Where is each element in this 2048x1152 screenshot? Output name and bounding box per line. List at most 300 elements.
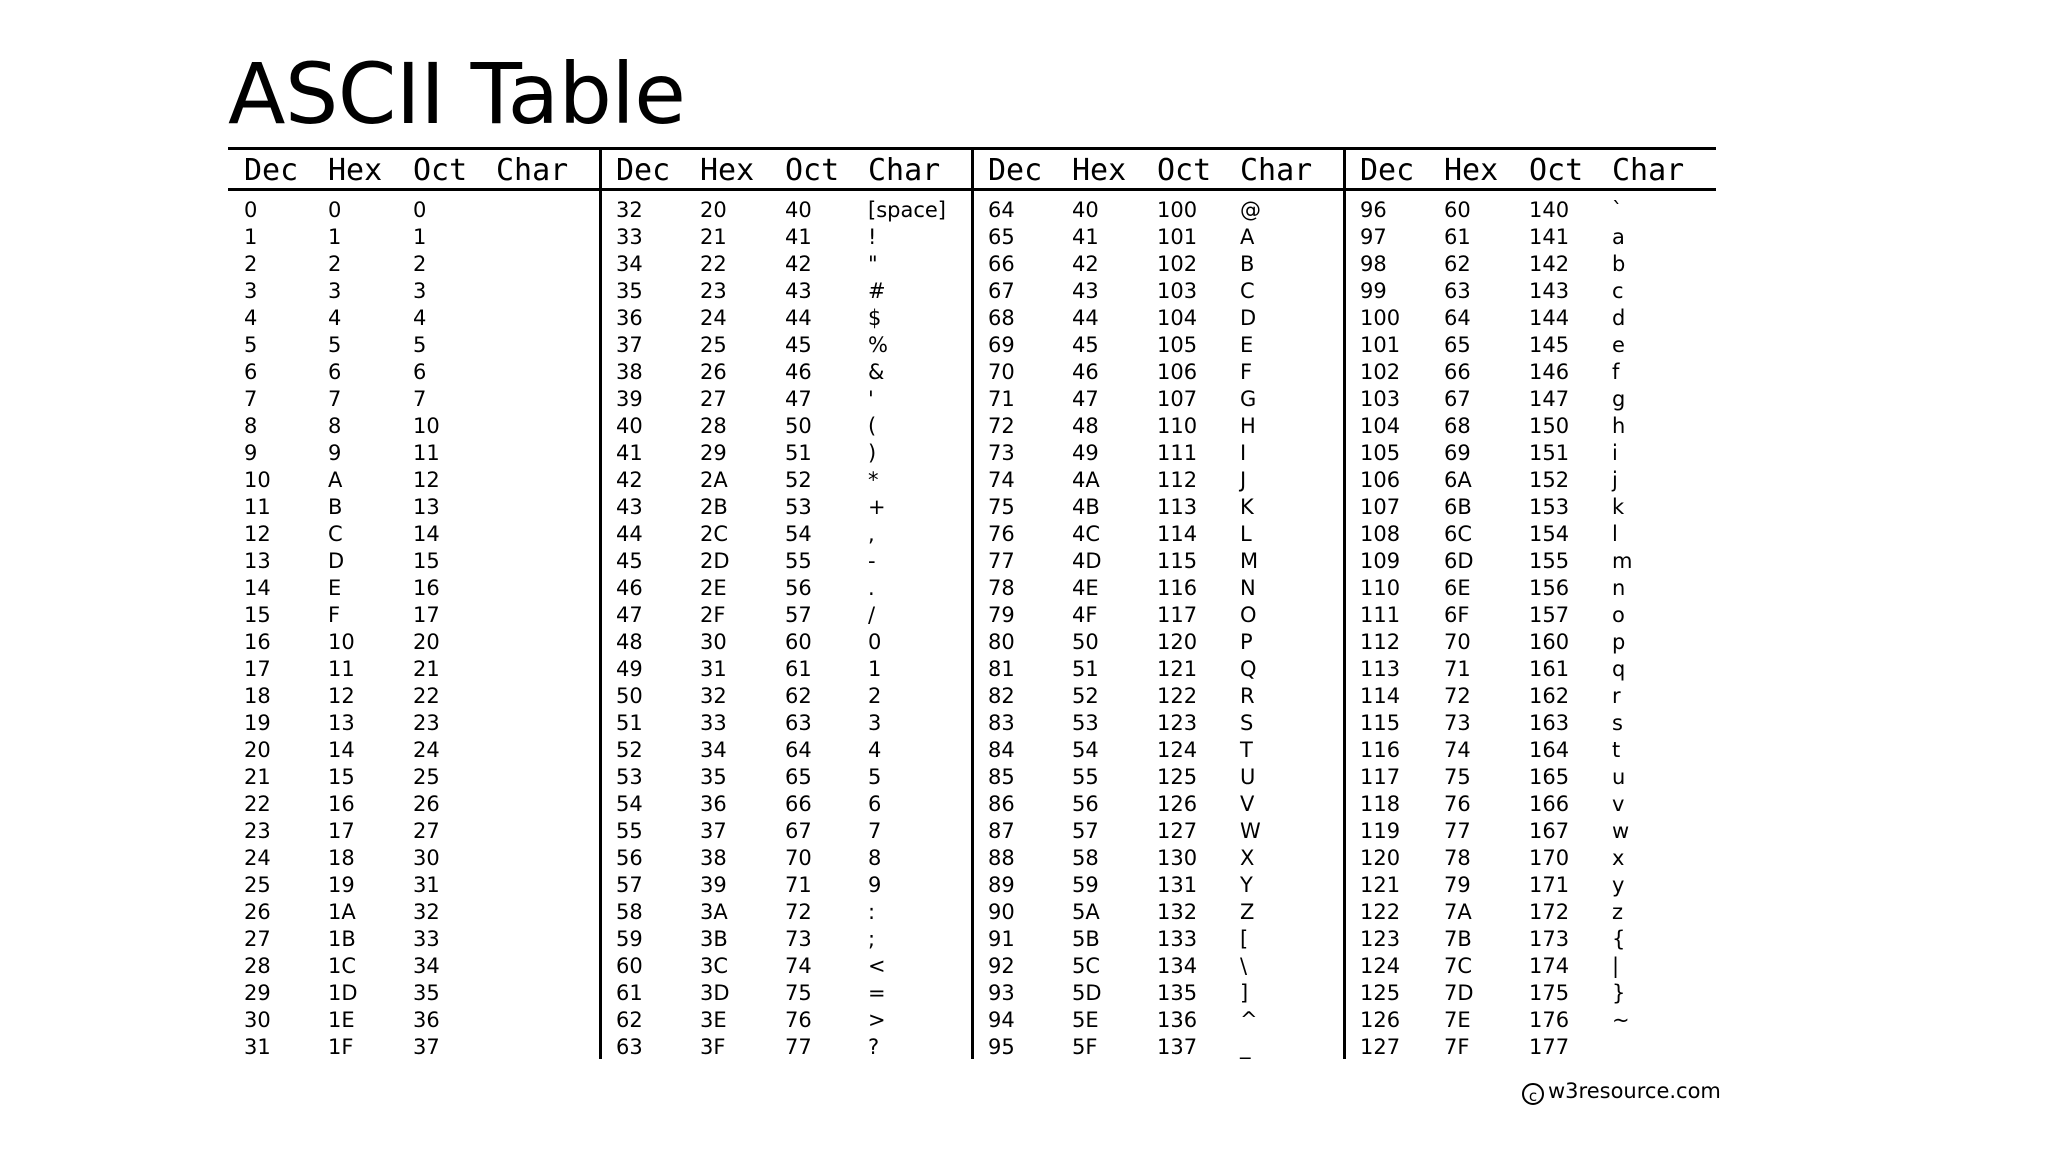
header-dec: Dec bbox=[1360, 153, 1415, 188]
cell-dec: 37 bbox=[616, 333, 643, 357]
header-hex: Hex bbox=[328, 153, 383, 188]
cell-hex: 3B bbox=[700, 927, 728, 951]
cell-oct: 101 bbox=[1157, 225, 1198, 249]
cell-dec: 14 bbox=[244, 576, 271, 600]
footer-text: w3resource.com bbox=[1548, 1079, 1721, 1103]
cell-char: 6 bbox=[868, 792, 882, 816]
cell-hex: 4E bbox=[1072, 576, 1099, 600]
cell-char: j bbox=[1612, 468, 1618, 492]
cell-char: t bbox=[1612, 738, 1621, 762]
cell-dec: 63 bbox=[616, 1035, 643, 1059]
cell-oct: 71 bbox=[785, 873, 812, 897]
cell-char: x bbox=[1612, 846, 1625, 870]
cell-oct: 127 bbox=[1157, 819, 1198, 843]
header-oct: Oct bbox=[1157, 153, 1212, 188]
cell-oct: 70 bbox=[785, 846, 812, 870]
cell-oct: 41 bbox=[785, 225, 812, 249]
cell-dec: 19 bbox=[244, 711, 271, 735]
cell-oct: 142 bbox=[1529, 252, 1570, 276]
cell-dec: 125 bbox=[1360, 981, 1401, 1005]
cell-hex: 7D bbox=[1444, 981, 1474, 1005]
cell-dec: 9 bbox=[244, 441, 258, 465]
cell-dec: 47 bbox=[616, 603, 643, 627]
cell-char: M bbox=[1240, 549, 1259, 573]
cell-dec: 33 bbox=[616, 225, 643, 249]
header-oct: Oct bbox=[413, 153, 468, 188]
cell-dec: 39 bbox=[616, 387, 643, 411]
cell-hex: 38 bbox=[700, 846, 727, 870]
cell-hex: 79 bbox=[1444, 873, 1471, 897]
cell-char: ( bbox=[868, 414, 877, 438]
cell-dec: 12 bbox=[244, 522, 271, 546]
cell-char: S bbox=[1240, 711, 1254, 735]
cell-dec: 95 bbox=[988, 1035, 1015, 1059]
cell-oct: 4 bbox=[413, 306, 427, 330]
cell-dec: 100 bbox=[1360, 306, 1401, 330]
cell-oct: 166 bbox=[1529, 792, 1570, 816]
cell-dec: 96 bbox=[1360, 198, 1387, 222]
cell-char: + bbox=[868, 495, 886, 519]
copyright-icon: c bbox=[1522, 1083, 1544, 1105]
cell-hex: 57 bbox=[1072, 819, 1099, 843]
cell-char: b bbox=[1612, 252, 1626, 276]
cell-oct: 106 bbox=[1157, 360, 1198, 384]
cell-oct: 122 bbox=[1157, 684, 1198, 708]
cell-hex: 1D bbox=[328, 981, 358, 1005]
cell-dec: 78 bbox=[988, 576, 1015, 600]
cell-dec: 56 bbox=[616, 846, 643, 870]
cell-hex: 2B bbox=[700, 495, 728, 519]
cell-hex: 32 bbox=[700, 684, 727, 708]
cell-hex: 6C bbox=[1444, 522, 1473, 546]
ascii-table bbox=[228, 147, 1716, 1057]
cell-oct: 16 bbox=[413, 576, 440, 600]
cell-dec: 75 bbox=[988, 495, 1015, 519]
cell-dec: 107 bbox=[1360, 495, 1401, 519]
cell-oct: 73 bbox=[785, 927, 812, 951]
cell-hex: 71 bbox=[1444, 657, 1471, 681]
cell-oct: 160 bbox=[1529, 630, 1570, 654]
cell-oct: 63 bbox=[785, 711, 812, 735]
cell-hex: 54 bbox=[1072, 738, 1099, 762]
cell-char: @ bbox=[1240, 198, 1261, 222]
cell-dec: 34 bbox=[616, 252, 643, 276]
cell-char: N bbox=[1240, 576, 1256, 600]
cell-char: 2 bbox=[868, 684, 882, 708]
cell-hex: 7C bbox=[1444, 954, 1473, 978]
cell-dec: 113 bbox=[1360, 657, 1401, 681]
cell-oct: 121 bbox=[1157, 657, 1198, 681]
cell-char: | bbox=[1612, 954, 1620, 978]
cell-oct: 44 bbox=[785, 306, 812, 330]
cell-char: e bbox=[1612, 333, 1625, 357]
cell-dec: 94 bbox=[988, 1008, 1015, 1032]
cell-oct: 47 bbox=[785, 387, 812, 411]
cell-hex: 55 bbox=[1072, 765, 1099, 789]
cell-char: " bbox=[868, 252, 878, 276]
cell-oct: 100 bbox=[1157, 198, 1198, 222]
cell-char: . bbox=[868, 576, 875, 600]
cell-dec: 86 bbox=[988, 792, 1015, 816]
cell-char: ^ bbox=[1240, 1008, 1258, 1032]
cell-hex: 4A bbox=[1072, 468, 1100, 492]
cell-oct: 57 bbox=[785, 603, 812, 627]
cell-char: ; bbox=[868, 927, 876, 951]
cell-hex: 27 bbox=[700, 387, 727, 411]
cell-dec: 70 bbox=[988, 360, 1015, 384]
cell-dec: 55 bbox=[616, 819, 643, 843]
cell-char: : bbox=[868, 900, 876, 924]
cell-oct: 144 bbox=[1529, 306, 1570, 330]
cell-hex: 46 bbox=[1072, 360, 1099, 384]
cell-char: , bbox=[868, 522, 875, 546]
cell-dec: 112 bbox=[1360, 630, 1401, 654]
cell-oct: 154 bbox=[1529, 522, 1570, 546]
cell-char: o bbox=[1612, 603, 1625, 627]
cell-hex: 75 bbox=[1444, 765, 1471, 789]
cell-dec: 60 bbox=[616, 954, 643, 978]
cell-dec: 15 bbox=[244, 603, 271, 627]
cell-dec: 20 bbox=[244, 738, 271, 762]
cell-hex: 1F bbox=[328, 1035, 354, 1059]
cell-dec: 59 bbox=[616, 927, 643, 951]
cell-hex: 7E bbox=[1444, 1008, 1471, 1032]
cell-dec: 45 bbox=[616, 549, 643, 573]
cell-hex: 25 bbox=[700, 333, 727, 357]
cell-oct: 176 bbox=[1529, 1008, 1570, 1032]
cell-oct: 162 bbox=[1529, 684, 1570, 708]
column-separator bbox=[971, 147, 974, 1059]
cell-hex: 34 bbox=[700, 738, 727, 762]
cell-char: z bbox=[1612, 900, 1624, 924]
cell-oct: 104 bbox=[1157, 306, 1198, 330]
cell-hex: 6F bbox=[1444, 603, 1470, 627]
cell-hex: 5E bbox=[1072, 1008, 1099, 1032]
cell-dec: 98 bbox=[1360, 252, 1387, 276]
cell-oct: 133 bbox=[1157, 927, 1198, 951]
cell-dec: 27 bbox=[244, 927, 271, 951]
cell-hex: 39 bbox=[700, 873, 727, 897]
cell-hex: 17 bbox=[328, 819, 355, 843]
cell-oct: 140 bbox=[1529, 198, 1570, 222]
cell-dec: 6 bbox=[244, 360, 258, 384]
cell-oct: 35 bbox=[413, 981, 440, 1005]
cell-hex: 11 bbox=[328, 657, 355, 681]
cell-oct: 74 bbox=[785, 954, 812, 978]
cell-hex: 35 bbox=[700, 765, 727, 789]
cell-dec: 71 bbox=[988, 387, 1015, 411]
cell-hex: 66 bbox=[1444, 360, 1471, 384]
cell-char: s bbox=[1612, 711, 1623, 735]
cell-dec: 36 bbox=[616, 306, 643, 330]
cell-hex: 48 bbox=[1072, 414, 1099, 438]
cell-hex: 50 bbox=[1072, 630, 1099, 654]
cell-dec: 77 bbox=[988, 549, 1015, 573]
cell-hex: 4F bbox=[1072, 603, 1098, 627]
cell-oct: 116 bbox=[1157, 576, 1198, 600]
cell-dec: 8 bbox=[244, 414, 258, 438]
cell-oct: 164 bbox=[1529, 738, 1570, 762]
cell-char: l bbox=[1612, 522, 1618, 546]
cell-hex: 19 bbox=[328, 873, 355, 897]
cell-hex: 6E bbox=[1444, 576, 1471, 600]
cell-oct: 52 bbox=[785, 468, 812, 492]
cell-oct: 114 bbox=[1157, 522, 1198, 546]
cell-dec: 109 bbox=[1360, 549, 1401, 573]
header-hex: Hex bbox=[1444, 153, 1499, 188]
cell-hex: C bbox=[328, 522, 343, 546]
column-separator bbox=[1343, 147, 1346, 1059]
cell-oct: 103 bbox=[1157, 279, 1198, 303]
cell-oct: 12 bbox=[413, 468, 440, 492]
cell-dec: 52 bbox=[616, 738, 643, 762]
cell-char: r bbox=[1612, 684, 1621, 708]
cell-hex: 47 bbox=[1072, 387, 1099, 411]
cell-dec: 97 bbox=[1360, 225, 1387, 249]
cell-dec: 72 bbox=[988, 414, 1015, 438]
cell-oct: 75 bbox=[785, 981, 812, 1005]
cell-char: Q bbox=[1240, 657, 1257, 681]
header-char: Char bbox=[868, 153, 941, 188]
cell-char: = bbox=[868, 981, 886, 1005]
cell-oct: 151 bbox=[1529, 441, 1570, 465]
cell-oct: 27 bbox=[413, 819, 440, 843]
cell-dec: 79 bbox=[988, 603, 1015, 627]
cell-char: % bbox=[868, 333, 888, 357]
cell-dec: 5 bbox=[244, 333, 258, 357]
cell-oct: 34 bbox=[413, 954, 440, 978]
cell-char: n bbox=[1612, 576, 1626, 600]
cell-char: H bbox=[1240, 414, 1256, 438]
cell-hex: 69 bbox=[1444, 441, 1471, 465]
cell-oct: 136 bbox=[1157, 1008, 1198, 1032]
cell-oct: 124 bbox=[1157, 738, 1198, 762]
header-dec: Dec bbox=[988, 153, 1043, 188]
cell-dec: 102 bbox=[1360, 360, 1401, 384]
cell-dec: 124 bbox=[1360, 954, 1401, 978]
cell-dec: 85 bbox=[988, 765, 1015, 789]
cell-dec: 99 bbox=[1360, 279, 1387, 303]
cell-dec: 64 bbox=[988, 198, 1015, 222]
cell-char: [ bbox=[1240, 927, 1249, 951]
cell-oct: 17 bbox=[413, 603, 440, 627]
cell-dec: 35 bbox=[616, 279, 643, 303]
cell-hex: 2D bbox=[700, 549, 730, 573]
cell-char: O bbox=[1240, 603, 1257, 627]
cell-char: h bbox=[1612, 414, 1626, 438]
cell-hex: 21 bbox=[700, 225, 727, 249]
cell-dec: 41 bbox=[616, 441, 643, 465]
cell-hex: 20 bbox=[700, 198, 727, 222]
cell-hex: 1B bbox=[328, 927, 356, 951]
cell-oct: 45 bbox=[785, 333, 812, 357]
cell-oct: 32 bbox=[413, 900, 440, 924]
cell-dec: 119 bbox=[1360, 819, 1401, 843]
cell-char: w bbox=[1612, 819, 1630, 843]
cell-hex: 29 bbox=[700, 441, 727, 465]
cell-hex: 60 bbox=[1444, 198, 1471, 222]
cell-hex: 43 bbox=[1072, 279, 1099, 303]
cell-oct: 51 bbox=[785, 441, 812, 465]
cell-oct: 56 bbox=[785, 576, 812, 600]
cell-hex: 28 bbox=[700, 414, 727, 438]
cell-char: D bbox=[1240, 306, 1257, 330]
cell-char: W bbox=[1240, 819, 1261, 843]
cell-oct: 20 bbox=[413, 630, 440, 654]
cell-char: $ bbox=[868, 306, 882, 330]
cell-hex: 22 bbox=[700, 252, 727, 276]
cell-char: F bbox=[1240, 360, 1253, 384]
cell-oct: 146 bbox=[1529, 360, 1570, 384]
cell-oct: 50 bbox=[785, 414, 812, 438]
cell-dec: 67 bbox=[988, 279, 1015, 303]
cell-hex: 44 bbox=[1072, 306, 1099, 330]
cell-oct: 30 bbox=[413, 846, 440, 870]
cell-hex: 12 bbox=[328, 684, 355, 708]
header-hex: Hex bbox=[700, 153, 755, 188]
cell-oct: 5 bbox=[413, 333, 427, 357]
cell-char: ) bbox=[868, 441, 877, 465]
cell-dec: 2 bbox=[244, 252, 258, 276]
cell-hex: 4C bbox=[1072, 522, 1101, 546]
cell-char: d bbox=[1612, 306, 1626, 330]
cell-dec: 117 bbox=[1360, 765, 1401, 789]
cell-hex: 72 bbox=[1444, 684, 1471, 708]
cell-hex: 16 bbox=[328, 792, 355, 816]
cell-hex: F bbox=[328, 603, 341, 627]
cell-oct: 102 bbox=[1157, 252, 1198, 276]
cell-hex: 9 bbox=[328, 441, 342, 465]
cell-hex: 56 bbox=[1072, 792, 1099, 816]
cell-hex: 13 bbox=[328, 711, 355, 735]
cell-dec: 84 bbox=[988, 738, 1015, 762]
cell-dec: 29 bbox=[244, 981, 271, 1005]
cell-dec: 74 bbox=[988, 468, 1015, 492]
cell-hex: 4D bbox=[1072, 549, 1102, 573]
cell-dec: 43 bbox=[616, 495, 643, 519]
cell-char: C bbox=[1240, 279, 1255, 303]
cell-oct: 55 bbox=[785, 549, 812, 573]
cell-hex: 4 bbox=[328, 306, 342, 330]
cell-dec: 123 bbox=[1360, 927, 1401, 951]
cell-dec: 10 bbox=[244, 468, 271, 492]
cell-char: u bbox=[1612, 765, 1626, 789]
cell-oct: 26 bbox=[413, 792, 440, 816]
cell-hex: 36 bbox=[700, 792, 727, 816]
cell-oct: 165 bbox=[1529, 765, 1570, 789]
cell-hex: 59 bbox=[1072, 873, 1099, 897]
cell-hex: 52 bbox=[1072, 684, 1099, 708]
cell-oct: 36 bbox=[413, 1008, 440, 1032]
cell-oct: 67 bbox=[785, 819, 812, 843]
header-char: Char bbox=[1612, 153, 1685, 188]
cell-dec: 116 bbox=[1360, 738, 1401, 762]
cell-char: A bbox=[1240, 225, 1255, 249]
page-title: ASCII Table bbox=[228, 45, 686, 143]
cell-char: 1 bbox=[868, 657, 882, 681]
cell-char: ! bbox=[868, 225, 877, 249]
cell-oct: 156 bbox=[1529, 576, 1570, 600]
cell-char: # bbox=[868, 279, 886, 303]
cell-dec: 22 bbox=[244, 792, 271, 816]
cell-oct: 6 bbox=[413, 360, 427, 384]
cell-oct: 134 bbox=[1157, 954, 1198, 978]
cell-dec: 120 bbox=[1360, 846, 1401, 870]
cell-hex: 5C bbox=[1072, 954, 1101, 978]
cell-dec: 73 bbox=[988, 441, 1015, 465]
cell-char: ~ bbox=[1612, 1008, 1630, 1032]
cell-char: v bbox=[1612, 792, 1625, 816]
cell-dec: 105 bbox=[1360, 441, 1401, 465]
cell-hex: 33 bbox=[700, 711, 727, 735]
cell-dec: 88 bbox=[988, 846, 1015, 870]
cell-dec: 118 bbox=[1360, 792, 1401, 816]
cell-dec: 0 bbox=[244, 198, 258, 222]
cell-hex: 2F bbox=[700, 603, 726, 627]
cell-hex: 2C bbox=[700, 522, 729, 546]
cell-char: 0 bbox=[868, 630, 882, 654]
footer-credit bbox=[1522, 1077, 1721, 1105]
cell-hex: 77 bbox=[1444, 819, 1471, 843]
cell-dec: 121 bbox=[1360, 873, 1401, 897]
cell-dec: 24 bbox=[244, 846, 271, 870]
cell-char: > bbox=[868, 1008, 886, 1032]
header-dec: Dec bbox=[244, 153, 299, 188]
cell-char: ] bbox=[1240, 981, 1249, 1005]
cell-oct: 161 bbox=[1529, 657, 1570, 681]
cell-hex: 73 bbox=[1444, 711, 1471, 735]
cell-oct: 110 bbox=[1157, 414, 1198, 438]
cell-oct: 145 bbox=[1529, 333, 1570, 357]
header-oct: Oct bbox=[1529, 153, 1584, 188]
cell-char: P bbox=[1240, 630, 1253, 654]
cell-char: { bbox=[1612, 927, 1626, 951]
cell-hex: 76 bbox=[1444, 792, 1471, 816]
cell-hex: 1 bbox=[328, 225, 342, 249]
cell-oct: 155 bbox=[1529, 549, 1570, 573]
cell-hex: D bbox=[328, 549, 345, 573]
cell-char: p bbox=[1612, 630, 1626, 654]
cell-hex: 3A bbox=[700, 900, 728, 924]
cell-dec: 25 bbox=[244, 873, 271, 897]
cell-dec: 31 bbox=[244, 1035, 271, 1059]
cell-oct: 115 bbox=[1157, 549, 1198, 573]
cell-oct: 66 bbox=[785, 792, 812, 816]
cell-oct: 0 bbox=[413, 198, 427, 222]
cell-hex: 7 bbox=[328, 387, 342, 411]
cell-hex: 41 bbox=[1072, 225, 1099, 249]
cell-hex: 15 bbox=[328, 765, 355, 789]
cell-hex: 23 bbox=[700, 279, 727, 303]
cell-hex: 5B bbox=[1072, 927, 1100, 951]
cell-char: k bbox=[1612, 495, 1625, 519]
cell-oct: 77 bbox=[785, 1035, 812, 1059]
cell-hex: 63 bbox=[1444, 279, 1471, 303]
cell-dec: 68 bbox=[988, 306, 1015, 330]
cell-hex: 3E bbox=[700, 1008, 727, 1032]
cell-hex: 6A bbox=[1444, 468, 1472, 492]
cell-hex: 6D bbox=[1444, 549, 1474, 573]
cell-oct: 25 bbox=[413, 765, 440, 789]
cell-hex: 58 bbox=[1072, 846, 1099, 870]
cell-oct: 172 bbox=[1529, 900, 1570, 924]
cell-oct: 174 bbox=[1529, 954, 1570, 978]
cell-dec: 44 bbox=[616, 522, 643, 546]
cell-oct: 163 bbox=[1529, 711, 1570, 735]
cell-dec: 81 bbox=[988, 657, 1015, 681]
cell-char: f bbox=[1612, 360, 1620, 384]
cell-oct: 125 bbox=[1157, 765, 1198, 789]
